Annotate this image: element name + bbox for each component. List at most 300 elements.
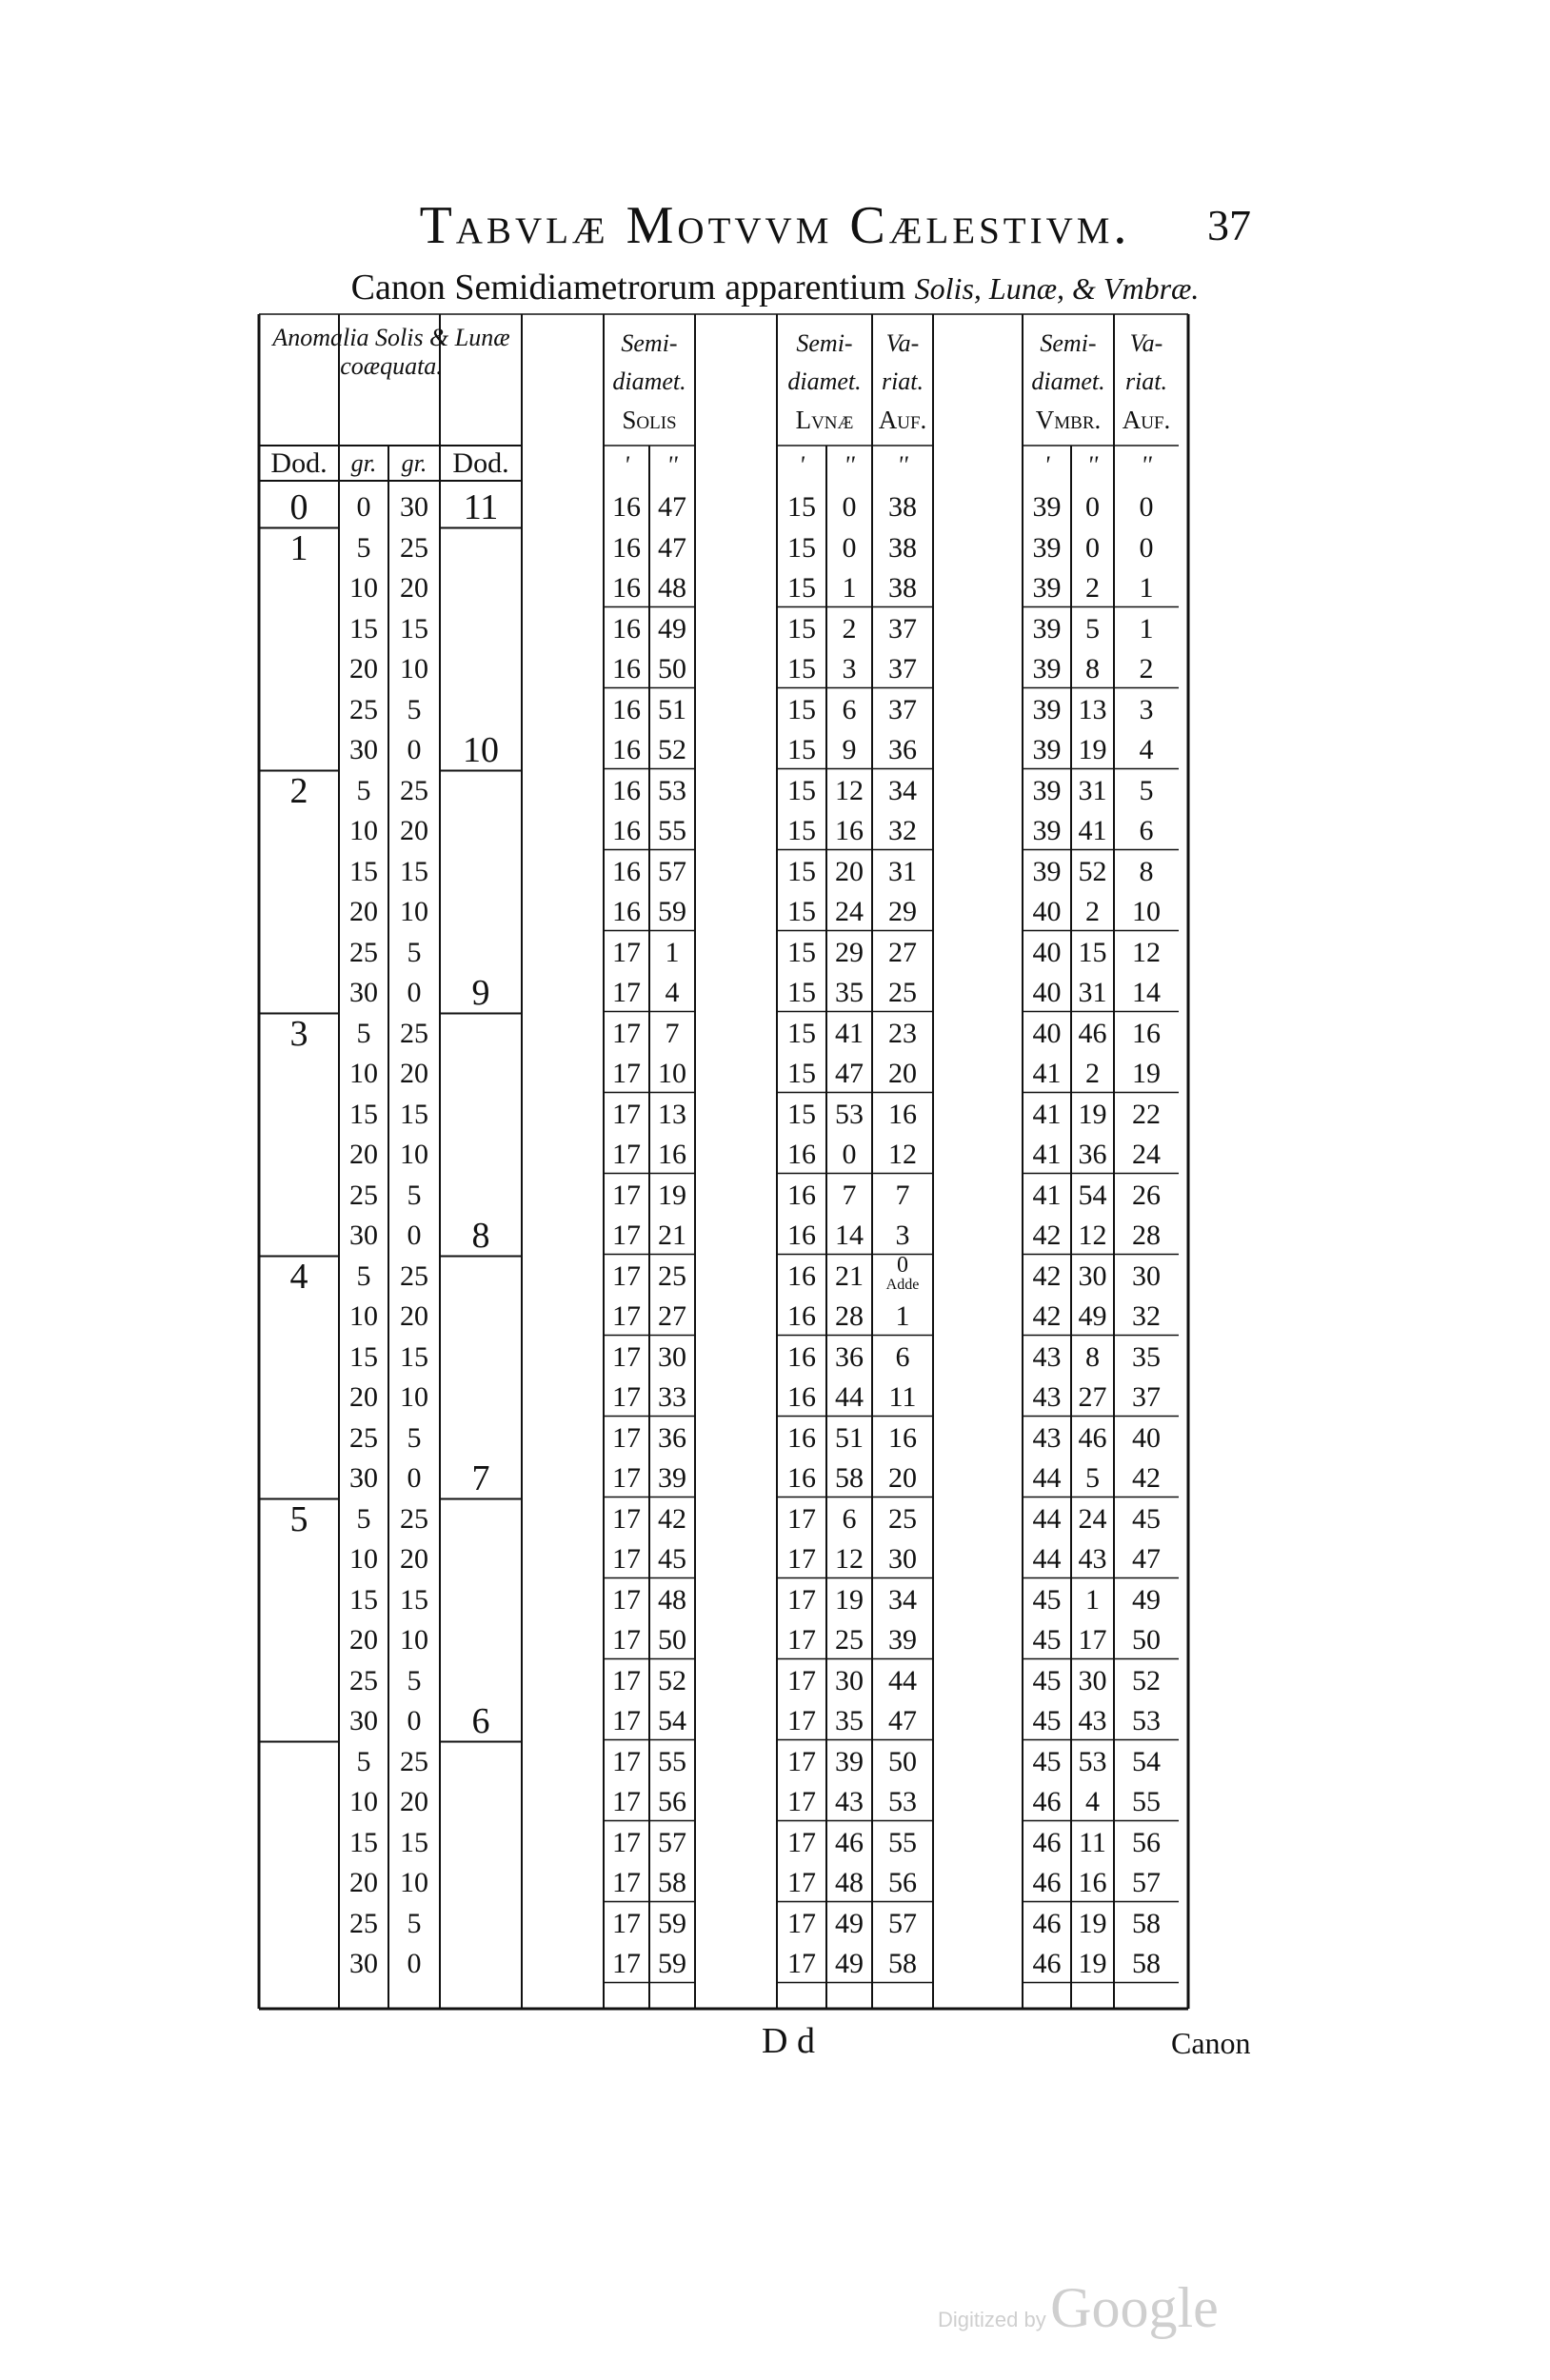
variation-cell: 34 [888, 774, 917, 806]
right-dodecatemorion: 8 [471, 1216, 490, 1256]
value-cell: 20 [349, 1624, 378, 1656]
anomaly-subhead: gr. [350, 449, 377, 477]
variation-cell: 39 [888, 1624, 917, 1656]
value-cell: 15 [787, 815, 816, 846]
value-cell: 19 [1078, 734, 1107, 765]
signature-mark: D d [762, 2021, 815, 2061]
value-cell: 0 [407, 1462, 422, 1494]
value-cell: 19 [1078, 1948, 1107, 1979]
left-dodecatemorion: 1 [289, 527, 308, 568]
shadow-var-header-line: Auf. [1122, 406, 1171, 434]
unit-mark: ' [1043, 451, 1050, 479]
value-cell: 25 [349, 936, 378, 968]
value-cell: 16 [787, 1179, 816, 1211]
value-cell: 17 [612, 1502, 641, 1535]
value-cell: 17 [612, 1948, 641, 1979]
value-cell: 40 [1032, 936, 1062, 968]
value-cell: 25 [349, 1421, 378, 1454]
value-cell: 20 [400, 815, 428, 846]
value-cell: 17 [612, 1058, 641, 1089]
unit-mark: '' [1086, 451, 1099, 479]
value-cell: 58 [658, 1867, 686, 1898]
variation-cell: 50 [888, 1745, 917, 1777]
value-cell: 17 [787, 1948, 816, 1979]
value-cell: 47 [658, 491, 686, 523]
value-cell: 40 [1032, 896, 1062, 927]
value-cell: 58 [835, 1462, 864, 1494]
value-cell: 25 [349, 1179, 378, 1211]
variation-cell: 57 [1132, 1867, 1161, 1898]
variation-cell: 23 [888, 1017, 917, 1049]
value-cell: 5 [356, 1017, 371, 1049]
variation-cell: 56 [1132, 1826, 1161, 1858]
value-cell: 30 [835, 1664, 864, 1696]
variation-cell: 31 [888, 855, 917, 887]
value-cell: 46 [1078, 1421, 1107, 1454]
value-cell: 53 [835, 1098, 864, 1130]
shadow-var-header-line: Va- [1129, 329, 1163, 357]
value-cell: 10 [349, 1786, 378, 1817]
value-cell: 17 [787, 1543, 816, 1575]
value-cell: 16 [787, 1220, 816, 1251]
value-cell: 44 [1032, 1462, 1062, 1494]
value-cell: 59 [658, 896, 686, 927]
subtitle-main: Canon Semidiametrorum apparentium [350, 268, 906, 307]
variation-cell: 2 [1139, 653, 1154, 684]
variation-cell: 37 [1132, 1381, 1161, 1413]
value-cell: 0 [407, 977, 422, 1008]
variation-cell: 58 [1132, 1907, 1161, 1939]
value-cell: 17 [787, 1867, 816, 1898]
value-cell: 42 [1032, 1300, 1062, 1332]
value-cell: 42 [658, 1502, 686, 1535]
value-cell: 51 [835, 1421, 864, 1454]
variation-cell: 35 [1132, 1340, 1161, 1373]
value-cell: 25 [658, 1259, 686, 1292]
value-cell: 15 [349, 855, 378, 887]
variation-cell: 7 [895, 1179, 910, 1211]
value-cell: 17 [612, 1300, 641, 1332]
moon-var-header-line: riat. [881, 367, 924, 395]
variation-cell: 37 [888, 693, 917, 725]
sun-header-line: Solis [622, 406, 677, 434]
value-cell: 16 [612, 774, 641, 806]
value-cell: 17 [612, 1583, 641, 1616]
value-cell: 16 [787, 1462, 816, 1494]
value-cell: 15 [787, 977, 816, 1008]
value-cell: 10 [400, 1867, 428, 1898]
value-cell: 2 [842, 612, 857, 645]
value-cell: 5 [407, 1664, 422, 1696]
variation-cell: 27 [888, 936, 917, 968]
value-cell: 25 [349, 1664, 378, 1696]
shadow-header-line: Semi- [1040, 329, 1097, 357]
right-dodecatemorion: 7 [471, 1458, 490, 1498]
value-cell: 35 [835, 1705, 864, 1736]
value-cell: 15 [787, 896, 816, 927]
value-cell: 55 [658, 815, 686, 846]
value-cell: 19 [1078, 1098, 1107, 1130]
value-cell: 46 [1032, 1907, 1062, 1939]
value-cell: 17 [787, 1786, 816, 1817]
variation-cell: 25 [888, 1502, 917, 1535]
value-cell: 10 [400, 653, 428, 684]
value-cell: 25 [400, 774, 428, 806]
value-cell: 15 [787, 572, 816, 604]
value-cell: 12 [835, 774, 864, 806]
value-cell: 42 [1032, 1220, 1062, 1251]
value-cell: 0 [1085, 531, 1100, 564]
value-cell: 17 [612, 1259, 641, 1292]
value-cell: 41 [1032, 1139, 1062, 1170]
value-cell: 0 [407, 734, 422, 765]
sun-header-line: Semi- [621, 329, 678, 357]
value-cell: 25 [349, 1907, 378, 1939]
value-cell: 0 [407, 1705, 422, 1736]
value-cell: 51 [658, 693, 686, 725]
value-cell: 17 [1078, 1624, 1107, 1656]
value-cell: 20 [349, 1381, 378, 1413]
adde-note: Adde [885, 1276, 920, 1293]
value-cell: 46 [1032, 1826, 1062, 1858]
value-cell: 20 [349, 653, 378, 684]
value-cell: 15 [787, 491, 816, 523]
value-cell: 54 [1078, 1179, 1107, 1211]
value-cell: 20 [400, 1543, 428, 1575]
variation-cell: 4 [1139, 734, 1154, 765]
variation-cell: 55 [1132, 1786, 1161, 1817]
value-cell: 5 [1085, 612, 1100, 645]
value-cell: 36 [658, 1421, 686, 1454]
value-cell: 16 [612, 491, 641, 523]
value-cell: 15 [400, 1826, 428, 1858]
moon-header-line: Semi- [796, 329, 853, 357]
value-cell: 4 [1085, 1786, 1100, 1817]
value-cell: 17 [612, 1786, 641, 1817]
value-cell: 3 [842, 653, 857, 684]
value-cell: 39 [1032, 612, 1062, 645]
value-cell: 15 [400, 1583, 428, 1616]
value-cell: 0 [356, 491, 371, 523]
value-cell: 16 [835, 815, 864, 846]
value-cell: 17 [787, 1583, 816, 1616]
value-cell: 45 [1032, 1583, 1062, 1616]
value-cell: 12 [1078, 1220, 1107, 1251]
value-cell: 2 [1085, 896, 1100, 927]
value-cell: 39 [1032, 491, 1062, 523]
moon-header-line: Lvnæ [795, 406, 854, 434]
variation-cell: 42 [1132, 1462, 1161, 1494]
value-cell: 40 [1032, 1017, 1062, 1049]
value-cell: 39 [1032, 734, 1062, 765]
value-cell: 0 [407, 1220, 422, 1251]
value-cell: 10 [400, 1381, 428, 1413]
left-dodecatemorion: 2 [289, 770, 308, 811]
value-cell: 16 [612, 896, 641, 927]
value-cell: 10 [349, 1543, 378, 1575]
value-cell: 16 [1078, 1867, 1107, 1898]
variation-cell: 56 [888, 1867, 917, 1898]
variation-cell: 0 [1139, 491, 1154, 523]
variation-cell: 38 [888, 572, 917, 604]
variation-cell: 30 [1132, 1259, 1161, 1292]
value-cell: 10 [400, 896, 428, 927]
value-cell: 20 [349, 1139, 378, 1170]
value-cell: 15 [400, 612, 428, 645]
sun-header-line: diamet. [612, 367, 686, 395]
value-cell: 41 [1078, 815, 1107, 846]
value-cell: 14 [835, 1220, 864, 1251]
value-cell: 2 [1085, 572, 1100, 604]
left-dodecatemorion: 0 [289, 487, 308, 527]
value-cell: 49 [1078, 1300, 1107, 1332]
variation-cell: 1 [895, 1300, 910, 1332]
value-cell: 43 [1078, 1705, 1107, 1736]
value-cell: 13 [1078, 693, 1107, 725]
value-cell: 17 [787, 1624, 816, 1656]
variation-cell: 20 [888, 1058, 917, 1089]
value-cell: 41 [835, 1017, 864, 1049]
value-cell: 11 [1079, 1826, 1106, 1858]
value-cell: 17 [612, 1139, 641, 1170]
value-cell: 17 [612, 1462, 641, 1494]
value-cell: 25 [349, 693, 378, 725]
value-cell: 57 [658, 1826, 686, 1858]
unit-mark: ' [624, 451, 629, 479]
value-cell: 13 [658, 1098, 686, 1130]
value-cell: 39 [1032, 815, 1062, 846]
value-cell: 25 [400, 1259, 428, 1292]
value-cell: 8 [1085, 1340, 1100, 1373]
value-cell: 56 [658, 1786, 686, 1817]
value-cell: 39 [1032, 653, 1062, 684]
value-cell: 52 [1078, 855, 1107, 887]
value-cell: 41 [1032, 1179, 1062, 1211]
value-cell: 41 [1032, 1058, 1062, 1089]
value-cell: 20 [835, 855, 864, 887]
value-cell: 20 [349, 1867, 378, 1898]
variation-cell: 53 [1132, 1705, 1161, 1736]
value-cell: 44 [1032, 1502, 1062, 1535]
variation-cell: 44 [888, 1664, 917, 1696]
value-cell: 36 [835, 1340, 864, 1373]
value-cell: 45 [1032, 1745, 1062, 1777]
value-cell: 20 [400, 1058, 428, 1089]
value-cell: 30 [349, 1220, 378, 1251]
variation-cell: 16 [888, 1421, 917, 1454]
value-cell: 43 [1032, 1381, 1062, 1413]
value-cell: 29 [835, 936, 864, 968]
value-cell: 16 [658, 1139, 686, 1170]
right-dodecatemorion: 6 [471, 1701, 490, 1741]
unit-mark: ' [799, 451, 805, 479]
variation-cell: 45 [1132, 1502, 1161, 1535]
variation-cell: 38 [888, 531, 917, 564]
value-cell: 59 [658, 1907, 686, 1939]
value-cell: 17 [612, 977, 641, 1008]
value-cell: 17 [612, 1543, 641, 1575]
variation-cell: 29 [888, 896, 917, 927]
value-cell: 50 [658, 1624, 686, 1656]
value-cell: 9 [842, 734, 857, 765]
variation-cell: 12 [888, 1139, 917, 1170]
value-cell: 10 [400, 1624, 428, 1656]
value-cell: 6 [842, 693, 857, 725]
value-cell: 25 [400, 1017, 428, 1049]
variation-cell: 25 [888, 977, 917, 1008]
value-cell: 43 [835, 1786, 864, 1817]
value-cell: 7 [665, 1017, 680, 1049]
value-cell: 45 [1032, 1664, 1062, 1696]
value-cell: 46 [1032, 1867, 1062, 1898]
value-cell: 16 [787, 1259, 816, 1292]
right-dodecatemorion: 10 [463, 730, 499, 770]
value-cell: 17 [612, 1624, 641, 1656]
variation-cell: 0 [1139, 531, 1154, 564]
value-cell: 5 [407, 1179, 422, 1211]
variation-cell: 58 [1132, 1948, 1161, 1979]
page-title: Tabvlæ Motvvm Cælestivm. [419, 196, 1131, 255]
unit-mark: '' [897, 451, 908, 479]
value-cell: 52 [658, 734, 686, 765]
value-cell: 15 [349, 1583, 378, 1616]
value-cell: 49 [658, 612, 686, 645]
moon-var-header-line: Auf. [878, 406, 927, 434]
variation-cell: 57 [888, 1907, 917, 1939]
value-cell: 15 [400, 855, 428, 887]
value-cell: 17 [787, 1826, 816, 1858]
value-cell: 39 [1032, 572, 1062, 604]
value-cell: 17 [612, 1745, 641, 1777]
value-cell: 30 [349, 977, 378, 1008]
variation-cell: 40 [1132, 1421, 1161, 1454]
value-cell: 59 [658, 1948, 686, 1979]
value-cell: 40 [1032, 977, 1062, 1008]
value-cell: 27 [1078, 1381, 1107, 1413]
value-cell: 25 [400, 1502, 428, 1535]
value-cell: 39 [658, 1462, 686, 1494]
value-cell: 7 [842, 1179, 857, 1211]
value-cell: 10 [349, 572, 378, 604]
variation-cell: 26 [1132, 1179, 1161, 1211]
moon-var-header-line: Va- [885, 329, 920, 357]
value-cell: 16 [612, 531, 641, 564]
variation-cell: 24 [1132, 1139, 1161, 1170]
value-cell: 39 [1032, 693, 1062, 725]
value-cell: 16 [612, 734, 641, 765]
variation-cell: 37 [888, 612, 917, 645]
value-cell: 43 [1032, 1421, 1062, 1454]
value-cell: 39 [1032, 855, 1062, 887]
value-cell: 15 [787, 734, 816, 765]
value-cell: 12 [835, 1543, 864, 1575]
value-cell: 5 [356, 1502, 371, 1535]
value-cell: 17 [787, 1502, 816, 1535]
value-cell: 0 [842, 491, 857, 523]
value-cell: 25 [835, 1624, 864, 1656]
value-cell: 16 [787, 1139, 816, 1170]
value-cell: 17 [787, 1907, 816, 1939]
value-cell: 17 [612, 1179, 641, 1211]
value-cell: 43 [1032, 1340, 1062, 1373]
value-cell: 5 [356, 774, 371, 806]
right-dodecatemorion: 9 [471, 973, 490, 1013]
value-cell: 10 [658, 1058, 686, 1089]
value-cell: 5 [356, 1259, 371, 1292]
value-cell: 57 [658, 855, 686, 887]
value-cell: 17 [612, 1664, 641, 1696]
value-cell: 5 [407, 1421, 422, 1454]
value-cell: 47 [658, 531, 686, 564]
value-cell: 15 [349, 1340, 378, 1373]
value-cell: 30 [349, 1705, 378, 1736]
variation-cell: 10 [1132, 896, 1161, 927]
value-cell: 19 [835, 1583, 864, 1616]
value-cell: 5 [356, 1745, 371, 1777]
variation-cell: 20 [888, 1462, 917, 1494]
value-cell: 15 [787, 1058, 816, 1089]
value-cell: 17 [612, 1381, 641, 1413]
value-cell: 16 [787, 1421, 816, 1454]
unit-mark: '' [1141, 451, 1152, 479]
variation-cell: 30 [888, 1543, 917, 1575]
value-cell: 30 [658, 1340, 686, 1373]
value-cell: 17 [612, 1017, 641, 1049]
value-cell: 1 [842, 572, 857, 604]
value-cell: 0 [842, 531, 857, 564]
value-cell: 27 [658, 1300, 686, 1332]
value-cell: 49 [835, 1907, 864, 1939]
value-cell: 33 [658, 1381, 686, 1413]
watermark-small: Digitized by [938, 2308, 1046, 2331]
value-cell: 31 [1078, 774, 1107, 806]
variation-cell: 12 [1132, 936, 1161, 968]
left-dodecatemorion: 4 [289, 1256, 308, 1297]
value-cell: 15 [787, 774, 816, 806]
value-cell: 25 [400, 531, 428, 564]
left-dodecatemorion: 5 [289, 1498, 308, 1539]
value-cell: 17 [612, 1220, 641, 1251]
anomaly-subhead: Dod. [452, 447, 509, 479]
left-dodecatemorion: 3 [289, 1013, 308, 1054]
value-cell: 16 [612, 572, 641, 604]
variation-cell: 16 [1132, 1017, 1161, 1049]
value-cell: 30 [349, 1462, 378, 1494]
value-cell: 36 [1078, 1139, 1107, 1170]
value-cell: 45 [1032, 1624, 1062, 1656]
value-cell: 5 [1085, 1462, 1100, 1494]
anomaly-subhead: gr. [401, 449, 427, 477]
value-cell: 17 [612, 1826, 641, 1858]
value-cell: 10 [349, 1300, 378, 1332]
variation-cell: 3 [1139, 693, 1154, 725]
value-cell: 54 [658, 1705, 686, 1736]
variation-cell: 32 [1132, 1300, 1161, 1332]
variation-cell: 19 [1132, 1058, 1161, 1089]
variation-cell: 1 [1139, 612, 1154, 645]
value-cell: 48 [835, 1867, 864, 1898]
variation-cell: 11 [888, 1381, 917, 1413]
variation-cell: 50 [1132, 1624, 1161, 1656]
value-cell: 15 [787, 531, 816, 564]
value-cell: 0 [407, 1948, 422, 1979]
value-cell: 1 [665, 936, 680, 968]
value-cell: 45 [658, 1543, 686, 1575]
unit-mark: '' [666, 451, 678, 479]
variation-cell: 52 [1132, 1664, 1161, 1696]
value-cell: 44 [1032, 1543, 1062, 1575]
catchword: Canon [1171, 2026, 1251, 2060]
